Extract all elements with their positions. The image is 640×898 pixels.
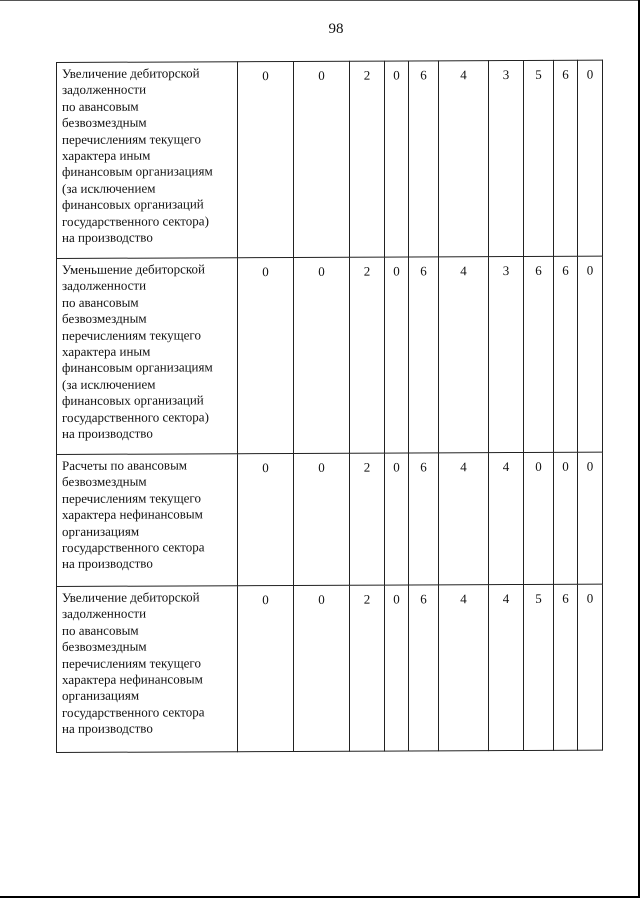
code-cell: 0 [578, 60, 603, 256]
row-label: Уменьшение дебиторской задолженности по авансовым безвозмездным перечислениям текущего характера иным финансовым организациям (за исключением финансовых организаций государственного сектора) на производство [57, 258, 238, 455]
row-label: Увеличение дебиторской задолженности по авансовым безвозмездным перечислениям текущего характера иным финансовым организациям (за исключением финансовых организаций государственного сектора) на производство [57, 62, 238, 259]
code-cell: 5 [524, 584, 554, 750]
table-row [57, 452, 603, 586]
code-cell: 4 [439, 453, 489, 585]
code-cell: 6 [554, 60, 578, 256]
page-number: 98 [328, 21, 344, 37]
code-cell: 2 [350, 61, 385, 257]
code-cell: 0 [294, 257, 350, 453]
code-cell: 3 [489, 256, 524, 452]
code-cell: 0 [385, 585, 409, 751]
code-cell: 0 [578, 452, 603, 584]
table-container [56, 60, 602, 753]
code-cell: 0 [294, 585, 350, 751]
code-cell: 5 [524, 60, 554, 256]
scan-edge-top [0, 0, 640, 1]
code-cell: 0 [238, 453, 294, 585]
code-cell: 6 [524, 256, 554, 452]
code-cell: 6 [409, 585, 439, 751]
code-cell: 0 [294, 61, 350, 257]
code-cell: 6 [409, 453, 439, 585]
code-cell: 6 [554, 584, 578, 750]
account-codes-table [56, 60, 603, 753]
table-row [57, 256, 603, 454]
code-cell: 4 [489, 584, 524, 750]
code-cell: 0 [385, 453, 409, 585]
code-cell: 0 [238, 585, 294, 751]
code-cell: 0 [385, 257, 409, 453]
code-cell: 3 [489, 60, 524, 256]
code-cell: 0 [578, 256, 603, 452]
code-cell: 2 [350, 257, 385, 453]
code-cell: 4 [439, 61, 489, 257]
code-cell: 6 [409, 257, 439, 453]
code-cell: 2 [350, 453, 385, 585]
code-cell: 0 [238, 61, 294, 257]
code-cell: 6 [409, 61, 439, 257]
code-cell: 4 [439, 257, 489, 453]
code-cell: 2 [350, 585, 385, 751]
table-row [57, 584, 603, 752]
row-label: Увеличение дебиторской задолженности по авансовым безвозмездным перечислениям текущего характера нефинансовым организациям государственного сектора на производство [57, 586, 238, 753]
code-cell: 0 [554, 452, 578, 584]
row-label: Расчеты по авансовым безвозмездным перечислениям текущего характера нефинансовым организациям государственного сектора на производство [57, 454, 238, 587]
code-cell: 0 [524, 452, 554, 584]
code-cell: 0 [294, 453, 350, 585]
code-cell: 4 [489, 452, 524, 584]
code-cell: 4 [439, 585, 489, 751]
code-cell: 0 [385, 61, 409, 257]
code-cell: 0 [238, 257, 294, 453]
code-cell: 0 [578, 584, 603, 750]
code-cell: 6 [554, 256, 578, 452]
table-row [57, 60, 603, 258]
